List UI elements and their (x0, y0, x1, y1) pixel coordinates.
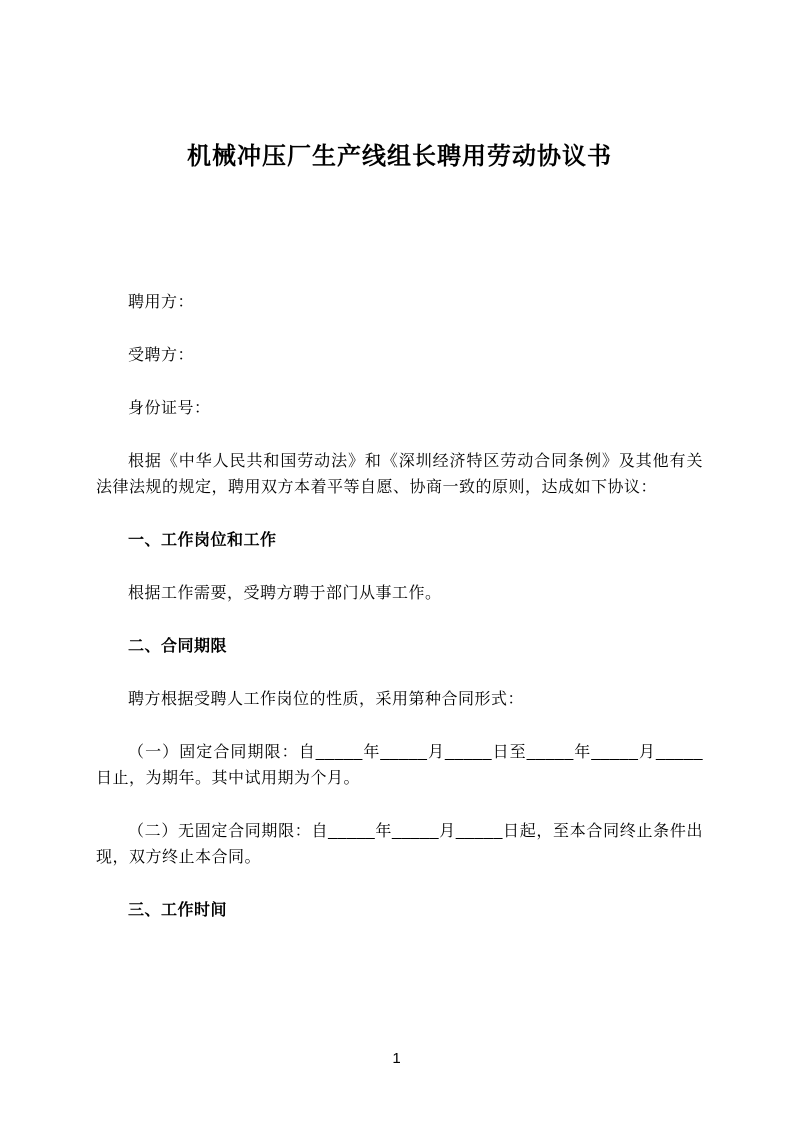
section-2-heading: 二、合同期限 (128, 638, 228, 655)
preamble-paragraph: 根据《中华人民共和国劳动法》和《深圳经济特区劳动合同条例》及其他有关法律法规的规定，聘用双方本着平等自愿、协商一致的原则，达成如下协议： (96, 453, 703, 496)
section-3-heading: 三、工作时间 (128, 902, 228, 919)
section-2-clause-2: （二）无固定合同期限：自_____年_____月_____日起，至本合同终止条件出现，双方终止本合同。 (96, 823, 703, 866)
section-1-body: 根据工作需要，受聘方聘于部门从事工作。 (128, 585, 442, 602)
section-2-clause-1: （一）固定合同期限：自_____年_____月_____日至_____年_____月_____日止，为期年。其中试用期为个月。 (96, 744, 703, 787)
id-number-label: 身份证号： (128, 400, 211, 417)
employer-label: 聘用方： (128, 294, 195, 311)
section-1-heading: 一、工作岗位和工作 (128, 532, 277, 549)
page-number: 1 (392, 1050, 401, 1067)
section-2-body: 聘方根据受聘人工作岗位的性质，采用第种合同形式： (128, 691, 525, 708)
document-title: 机械冲压厂生产线组长聘用劳动协议书 (187, 143, 612, 170)
employee-label: 受聘方： (128, 347, 195, 364)
